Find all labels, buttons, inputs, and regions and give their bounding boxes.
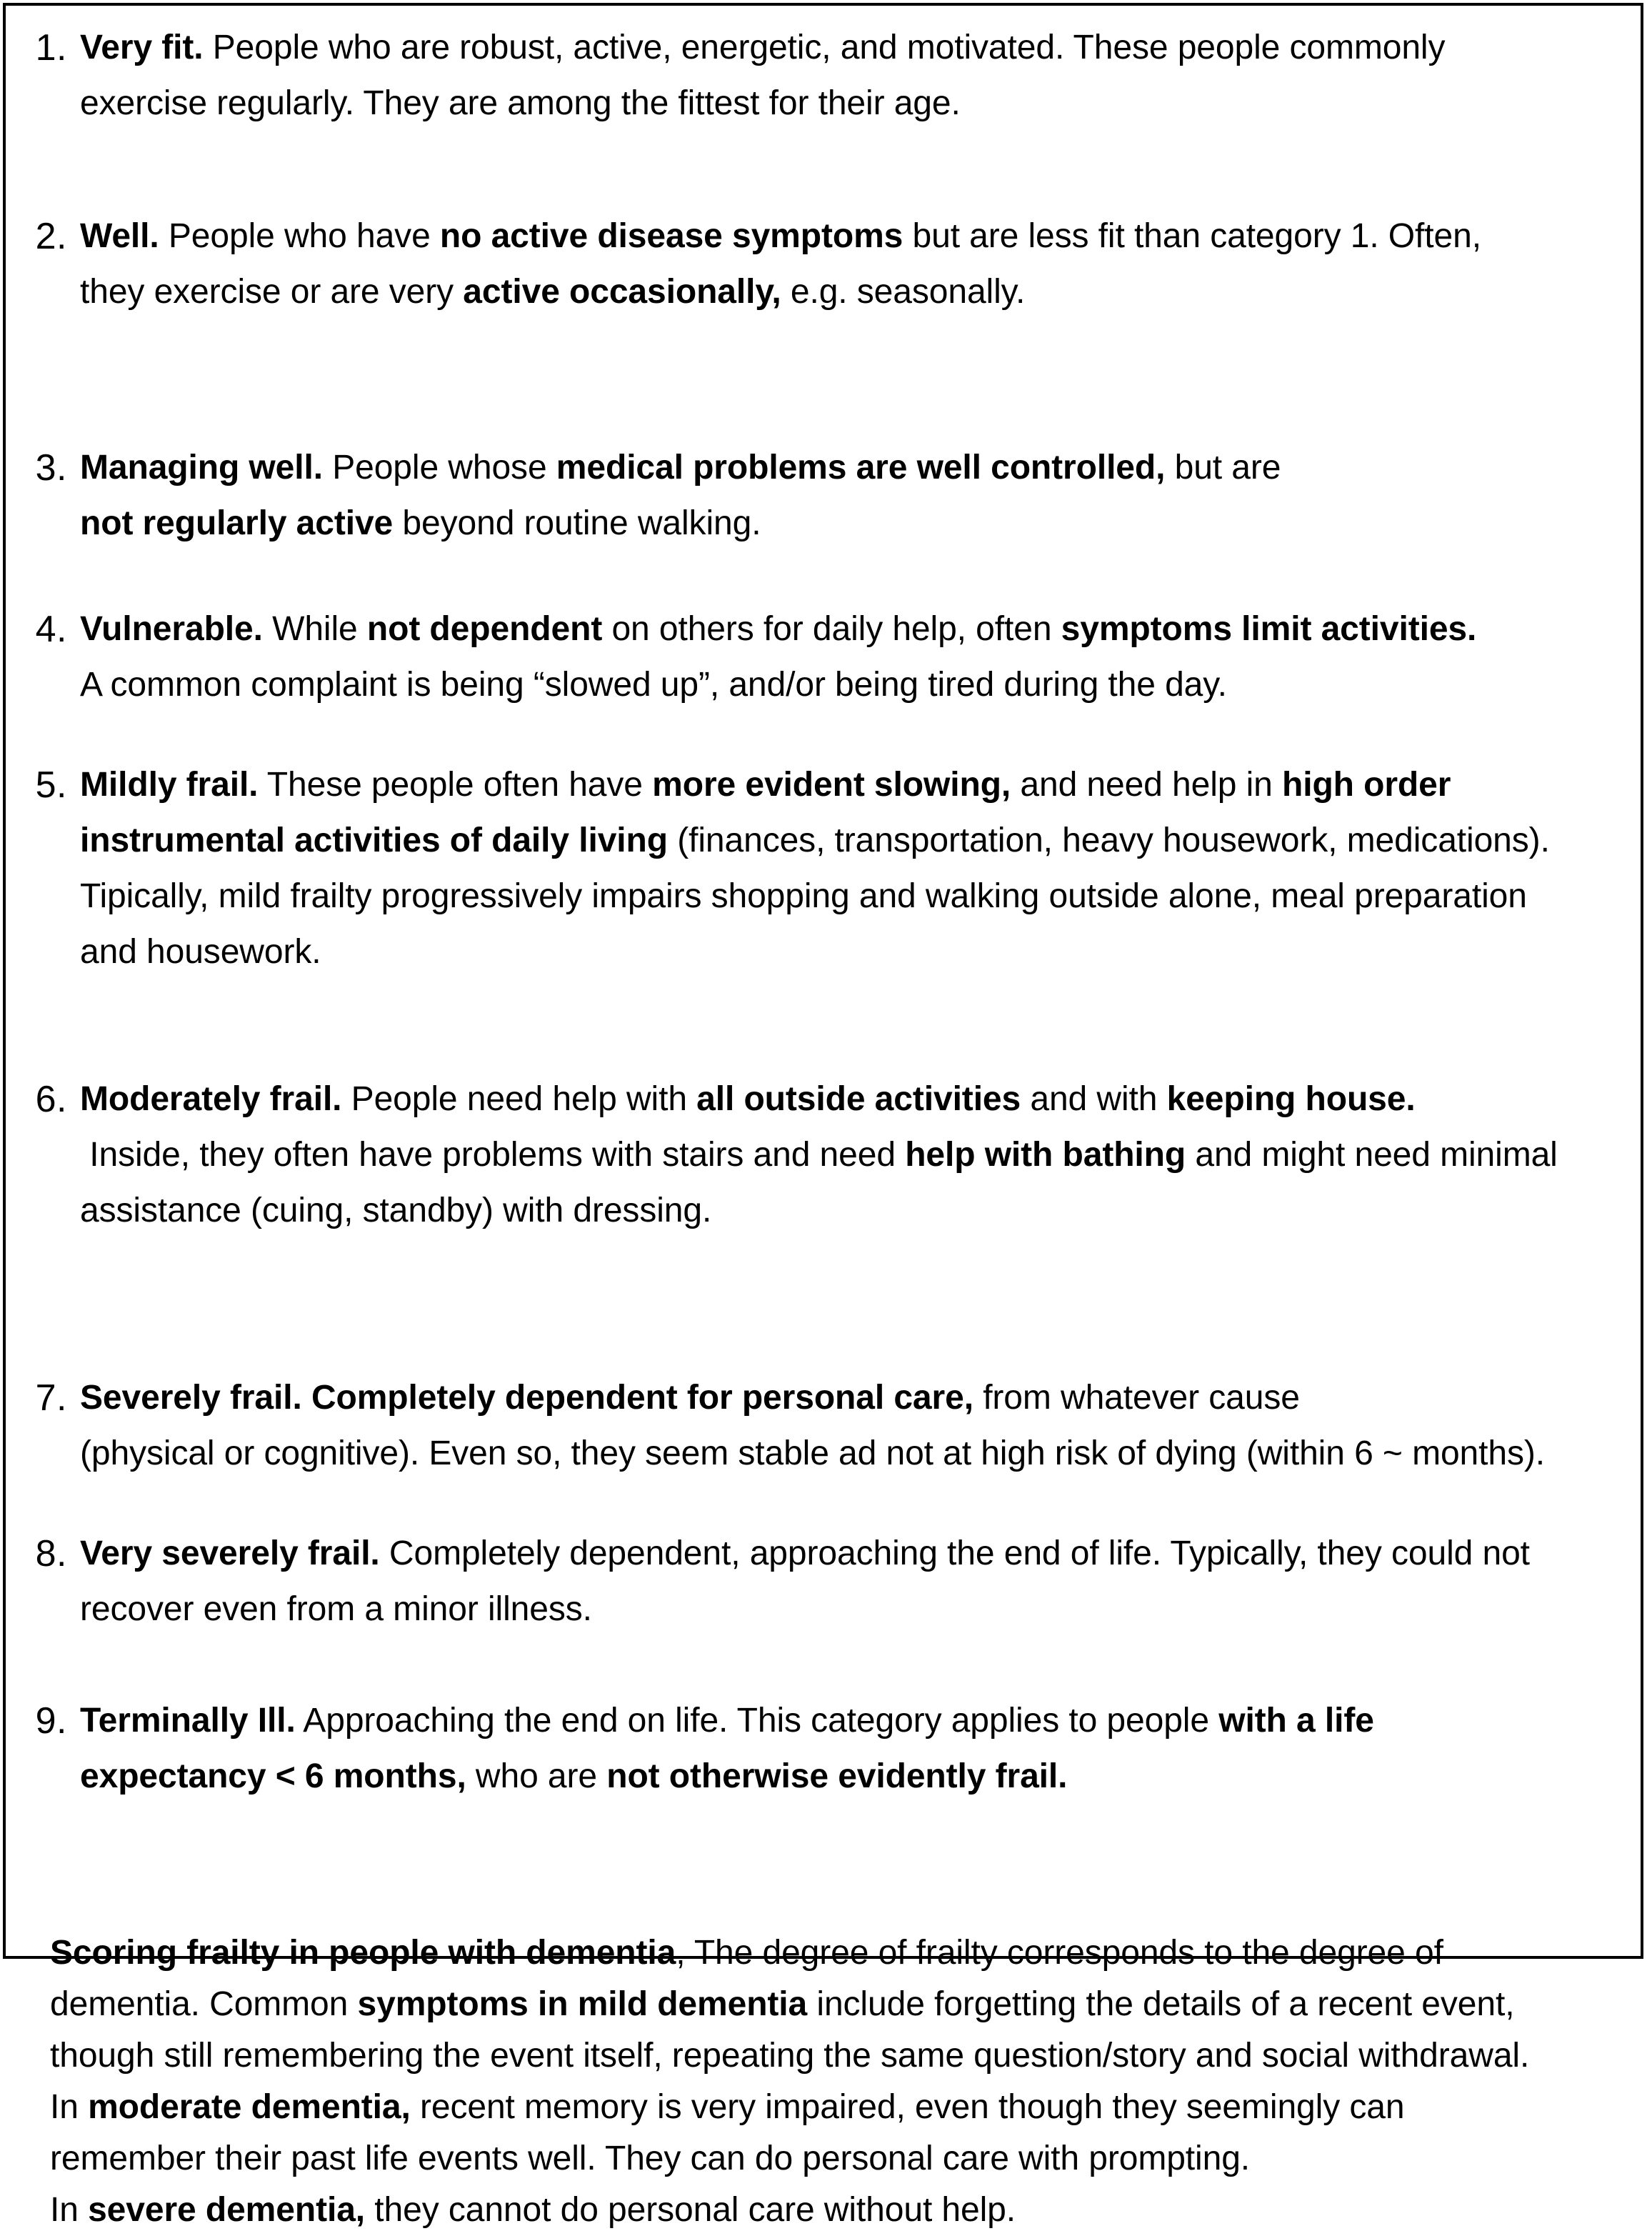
item-6-l1a: People need help with [341, 1080, 697, 1118]
item-text-5 [80, 757, 1652, 980]
spacer [0, 1637, 1652, 1693]
item-9-l2a: expectancy < 6 months, [80, 1757, 466, 1795]
closing-l6b: severe dementia, [88, 2191, 366, 2229]
item-5-l2a: instrumental activities of daily living [80, 822, 668, 859]
item-6-l3: assistance (cuing, standby) with dressing. [80, 1192, 712, 1229]
spacer [0, 320, 1652, 440]
item-2-l1c: but are less fit than category 1. Often, [903, 217, 1481, 255]
item-3-l1a: People whose [322, 449, 556, 486]
item-2-l2b: active occasionally, [463, 273, 781, 311]
item-3-l2a: not regularly active [80, 504, 394, 542]
item-5-l1c: and need help in [1011, 766, 1282, 804]
item-label-3: Managing well. [80, 449, 323, 486]
item-number-3: 3. [35, 447, 67, 489]
item-2-l2a: they exercise or are very [80, 273, 464, 311]
item-1-line1-rest: People who are robust, active, energetic, and motivated. These people commonly [203, 29, 1446, 66]
item-6-l2b: help with bathing [905, 1136, 1186, 1174]
item-label-5: Mildly frail. [80, 766, 259, 804]
closing-line-4 [50, 2082, 1588, 2133]
item-5-l3: Tipically, mild frailty progressively impairs shopping and walking outside alone, meal preparation [80, 877, 1527, 915]
item-7-l1rest: from whatever cause [973, 1379, 1300, 1417]
spacer [0, 1482, 1652, 1526]
item-number-7: 7. [35, 1377, 67, 1419]
item-3-l1c: but are [1165, 449, 1281, 486]
spacer [0, 1239, 1652, 1370]
closing-line-1 [50, 1927, 1588, 1979]
closing-line-6 [50, 2185, 1588, 2236]
spacer [0, 713, 1652, 757]
item-9-l1a: Approaching the end on life. This category applies to people [295, 1702, 1219, 1740]
closing-line-3: though still remembering the event itself, repeating the same question/story and social withdrawal. [50, 2037, 1530, 2075]
closing-l6a: In [50, 2191, 89, 2229]
item-text-4 [80, 602, 1652, 713]
list-item [0, 1693, 1652, 1805]
closing-l4c: recent memory is very impaired, even though they seemingly can [410, 2088, 1405, 2126]
item-3-l2b: beyond routine walking. [393, 504, 761, 542]
item-5-l1b: more evident slowing, [652, 766, 1011, 804]
item-2-l1a: People who have [159, 217, 440, 255]
spacer [0, 980, 1652, 1072]
closing-l4a: In [50, 2088, 89, 2126]
item-4-l2: A common complaint is being “slowed up”, and/or being tired during the day. [80, 666, 1227, 704]
item-6-l1b: all outside activities [696, 1080, 1021, 1118]
item-label-7: Severely frail. Completely dependent for personal care, [80, 1379, 973, 1417]
dementia-scoring-note [50, 1927, 1588, 2236]
item-number-1: 1. [35, 27, 67, 69]
item-6-l1c: and with [1021, 1080, 1167, 1118]
item-text-2 [80, 209, 1652, 320]
closing-l2b: symptoms in mild dementia [357, 1985, 808, 2023]
closing-l2a: dementia. Common [50, 1985, 358, 2023]
item-9-l2c: not otherwise evidently frail. [606, 1757, 1068, 1795]
item-9-l2b: who are [466, 1757, 607, 1795]
item-3-l1b: medical problems are well controlled, [556, 449, 1166, 486]
item-text-3 [80, 440, 1652, 551]
item-label-1: Very fit. [80, 29, 204, 66]
item-5-l1d: high order [1282, 766, 1451, 804]
spacer [0, 1805, 1652, 1927]
closing-heading: Scoring frailty in people with dementia [50, 1934, 676, 1972]
item-text-9 [80, 1693, 1652, 1805]
item-4-l1d: symptoms limit activities. [1061, 610, 1477, 648]
item-text-6 [80, 1072, 1652, 1239]
item-text-1 [80, 20, 1652, 131]
list-item [0, 1072, 1652, 1239]
closing-line-2 [50, 1979, 1588, 2030]
list-item [0, 757, 1652, 980]
item-5-l2b: (finances, transportation, heavy housework, medications). [667, 822, 1550, 859]
item-8-l1rest: Completely dependent, approaching the end of life. Typically, they could not [379, 1534, 1530, 1572]
item-6-l2c: and might need minimal [1186, 1136, 1558, 1174]
item-number-2: 2. [35, 216, 67, 257]
item-9-l1b: with a life [1218, 1702, 1374, 1740]
list-item [0, 209, 1652, 320]
item-label-6: Moderately frail. [80, 1080, 342, 1118]
item-label-8: Very severely frail. [80, 1534, 380, 1572]
closing-l2c: include forgetting the details of a recent event, [807, 1985, 1515, 2023]
spacer [0, 551, 1652, 602]
closing-l1rest: , The degree of frailty corresponds to the degree of [676, 1934, 1443, 1972]
closing-l4b: moderate dementia, [88, 2088, 411, 2126]
list-item [0, 440, 1652, 551]
spacer [0, 131, 1652, 209]
closing-line-5: remember their past life events well. They can do personal care with prompting. [50, 2140, 1251, 2177]
item-5-l1a: These people often have [258, 766, 653, 804]
item-number-4: 4. [35, 609, 67, 650]
item-6-l2a: Inside, they often have problems with stairs and need [80, 1136, 906, 1174]
item-7-l2: (physical or cognitive). Even so, they seem stable ad not at high risk of dying (within 6 ~ months). [80, 1434, 1546, 1472]
item-4-l1a: While [262, 610, 367, 648]
item-6-l1d: keeping house. [1166, 1080, 1416, 1118]
list-item [0, 1370, 1652, 1482]
item-number-6: 6. [35, 1079, 67, 1120]
list-item [0, 20, 1652, 131]
closing-l6c: they cannot do personal care without help. [365, 2191, 1016, 2229]
item-text-8 [80, 1526, 1652, 1637]
list-item [0, 1526, 1652, 1637]
item-number-9: 9. [35, 1700, 67, 1742]
item-label-9: Terminally Ill. [80, 1702, 296, 1740]
item-number-8: 8. [35, 1533, 67, 1574]
item-4-l1b: not dependent [366, 610, 603, 648]
list-item [0, 602, 1652, 713]
item-8-l2: recover even from a minor illness. [80, 1590, 592, 1628]
item-4-l1c: on others for daily help, often [602, 610, 1061, 648]
item-5-l4: and housework. [80, 933, 321, 971]
item-number-5: 5. [35, 764, 67, 806]
item-1-line2: exercise regularly. They are among the fittest for their age. [80, 84, 961, 122]
item-2-l1b: no active disease symptoms [439, 217, 903, 255]
item-2-l2c: e.g. seasonally. [781, 273, 1026, 311]
item-label-2: Well. [80, 217, 159, 255]
item-text-7 [80, 1370, 1652, 1482]
item-label-4: Vulnerable. [80, 610, 263, 648]
